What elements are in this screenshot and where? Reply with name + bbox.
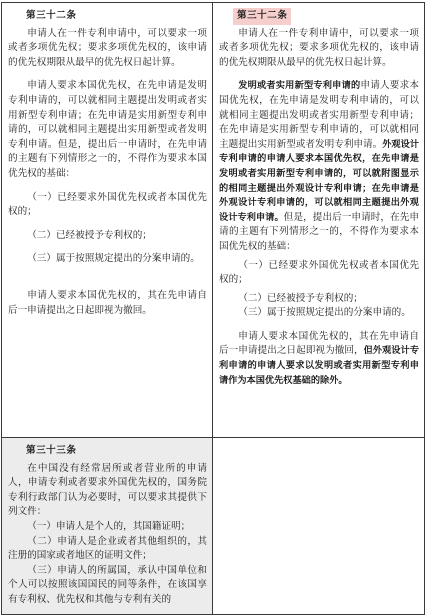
paragraph-2: 申请人要求本国优先权，在先申请是发明专利申请的，可以就相同主题提出发明或者实用新型专利申请；在先申请是实用新型专利申请的，可以就相同主题提出实用新型或者发明专利申请。但是，提出后一申请时，在先申请的主题有下列情形之一的，不得作为要求本国优先权的基础： <box>8 80 207 179</box>
original-article-cell <box>1 2 213 438</box>
empty-cell <box>212 437 425 615</box>
item-3: （三）申请人的所属国，承认中国单位和个人可以按照该国国民的同等条件，在该国享有专利权、优先权和其他与专利有关的 <box>8 564 207 605</box>
paragraph-2 <box>219 79 419 254</box>
item-1: （一）申请人是个人的，其国籍证明； <box>27 520 191 532</box>
article-heading: 第三十三条 <box>26 445 77 456</box>
paragraph-1: 申请人在一件专利申请中，可以要求一项或者多项优先权；要求多项优先权的，该申请的优先权期限从最早的优先权日起计算。 <box>219 27 419 68</box>
paragraph-3: 申请人要求本国优先权的，其在先申请自后一申请提出之日起即视为撤回。 <box>8 289 207 316</box>
item-2: （二）申请人是企业或者其他组织的，其注册的国家或者地区的证明文件； <box>8 535 207 562</box>
item-1: （一）已经要求外国优先权或者本国优先权的； <box>219 259 419 286</box>
item-3: （三）属于按照规定提出的分案申请的。 <box>27 253 200 265</box>
item-2: （二）已经被授予专利权的； <box>238 292 363 304</box>
paragraph-1: 在中国没有经常居所或者营业所的申请人，申请专利或者要求外国优先权的，国务院专利行政部门认为必要时，可以要求其提供下列文件： <box>8 462 207 518</box>
paragraph-3 <box>219 330 419 388</box>
item-1: （一）已经要求外国优先权或者本国优先权的； <box>8 191 207 218</box>
inserted-text: 外观设计专利申请的申请人要求本国优先权，在先申请是发明或者实用新型专利申请的，可以就附图显示的相同主题提出外观设计专利申请；在先申请是外观设计专利申请的，可以就相同主题提出外观设计专利申请。 <box>219 138 420 223</box>
item-2: （二）已经被授予专利权的； <box>27 229 152 241</box>
original-article-cell <box>1 437 213 615</box>
paragraph-text: 申请人要求本国优先权的，其在先申请自后一申请提出之日起即视为撤回， <box>219 330 419 357</box>
paragraph-text: 申请人要求本国优先权，在先申请是发明专利申请的，可以就相同主题提出发明或者实用新型专利申请；在先申请是实用新型专利申请的，可以就相同主题提出实用新型或者发明专利申请。 <box>219 80 420 150</box>
paragraph-1: 申请人在一件专利申请中，可以要求一项或者多项优先权；要求多项优先权的，该申请的优先权期限从最早的优先权日起计算。 <box>8 27 207 68</box>
inserted-text: 发明或者实用新型专利申请的 <box>238 80 361 92</box>
inserted-text: 但外观设计专利申请的申请人要求以发明或者实用新型专利申请作为本国优先权基础的除外。 <box>219 345 420 386</box>
article-heading: 第三十二条 <box>26 10 77 21</box>
paragraph-text: 但是，提出后一申请时，在先申请的主题有下列情形之一的，不得作为要求本国优先权的基础： <box>219 211 420 252</box>
amended-article-cell <box>212 2 425 438</box>
article-heading: 第三十二条 <box>233 8 291 25</box>
item-3: （三）属于按照规定提出的分案申请的。 <box>238 307 411 319</box>
